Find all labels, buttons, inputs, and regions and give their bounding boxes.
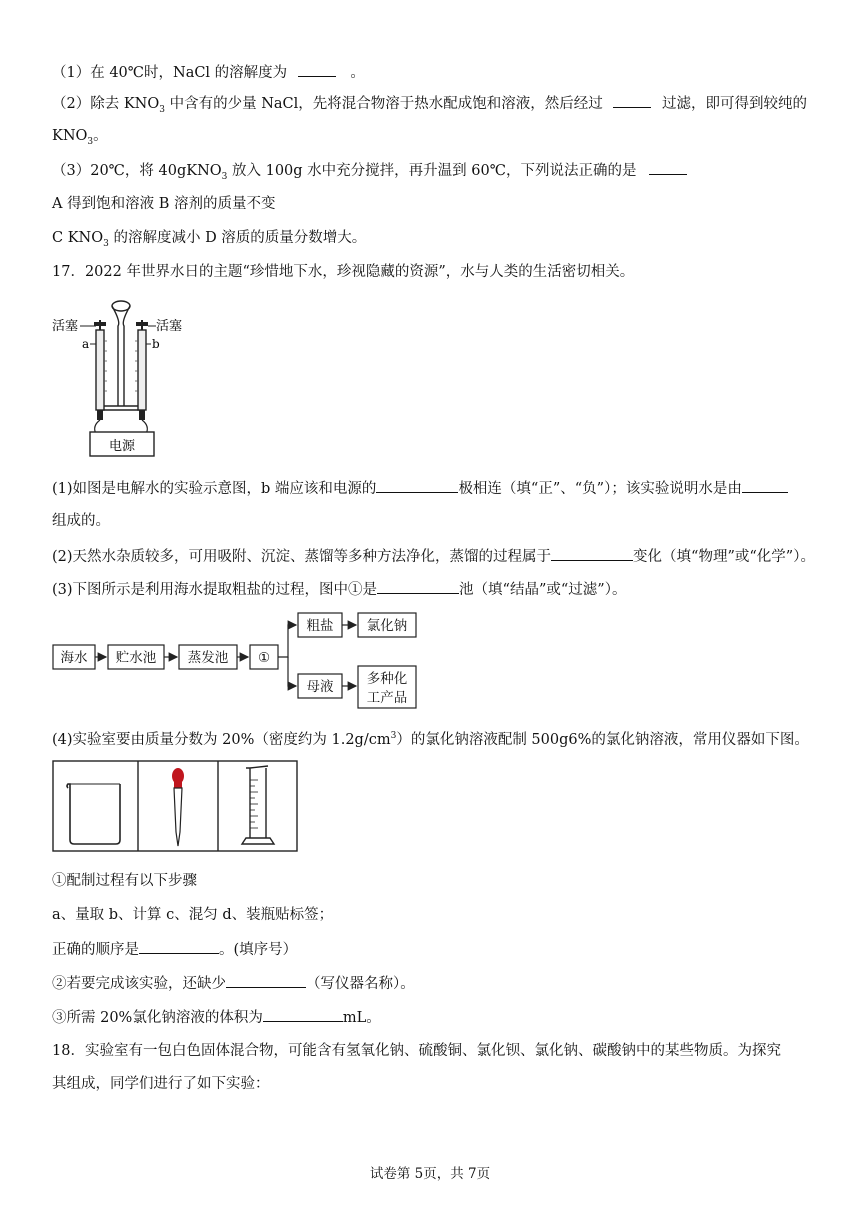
page-footer: 试卷第 5页，共 7页 xyxy=(369,1166,491,1182)
funnel-top xyxy=(112,301,130,311)
q16-part2-cont: $KNO_3$。 xyxy=(52,128,108,147)
valve-left-label: 活塞 xyxy=(52,319,79,334)
q17-step-list: a、量取 b、计算 c、混匀 d、装瓶贴标签； xyxy=(52,907,334,923)
q17-stem: 17．2022 年世界水日的主题“珍惜地下水，珍视隐藏的资源”，水与人类的生活密切相关。 xyxy=(52,264,635,280)
flow-products-line1: 多种化 xyxy=(366,671,408,687)
answer-blank[interactable] xyxy=(263,1007,343,1022)
valve-right-label: 活塞 xyxy=(156,319,183,334)
tube-a-label: a xyxy=(82,337,90,351)
flow-seawater: 海水 xyxy=(60,650,88,666)
electrode-b xyxy=(139,410,145,420)
answer-blank[interactable] xyxy=(551,546,633,561)
q16-options-cd: C $KNO_3$ 的溶解度减小 D 溶质的质量分数增大。 xyxy=(52,230,367,249)
flow-mother-liquor: 母液 xyxy=(306,679,334,695)
q17-sub4: (4)实验室要由质量分数为 20%（密度约为 $1.2g/cm^3$）的氯化钠溶液配制 500g6%的氯化钠溶液，常用仪器如下图。 xyxy=(52,731,809,748)
q17-volume: ③所需 20%氯化钠溶液的体积为 mL。 xyxy=(52,1007,381,1028)
answer-blank[interactable] xyxy=(226,973,306,988)
q18-stem-line1: 18．实验室有一包白色固体混合物，可能含有氢氧化钠、硫酸铜、氯化钡、氯化钠、碳酸钠中的某些物质。为探究 xyxy=(52,1043,781,1059)
answer-blank[interactable] xyxy=(613,93,651,108)
answer-blank[interactable] xyxy=(649,160,687,175)
funnel-neck xyxy=(112,306,130,406)
tube-b xyxy=(138,330,146,410)
q16-part3: （3）20℃，将 40gKNO$_3$ 放入 100g 水中充分搅拌，再升温到 60℃，下列说法正确的是 xyxy=(52,160,687,187)
flow-nacl: 氯化钠 xyxy=(366,618,408,634)
q16-options-ab: A 得到饱和溶液 B 溶剂的质量不变 xyxy=(52,196,276,212)
flow-products-line2: 工产品 xyxy=(366,690,408,706)
valve-right xyxy=(136,322,148,326)
answer-blank[interactable] xyxy=(377,579,459,594)
tube-b-label: b xyxy=(152,337,160,351)
flow-evaporation: 蒸发池 xyxy=(187,650,229,666)
q17-missing-instrument: ②若要完成该实验，还缺少 （写仪器名称）。 xyxy=(52,973,415,994)
q17-sub3: (3)下图所示是利用海水提取粗盐的过程，图中①是 池（填“结晶”或“过滤”）。 xyxy=(52,579,626,600)
q17-step-order: 正确的顺序是 。(填序号） xyxy=(52,939,297,960)
answer-blank[interactable] xyxy=(139,939,219,954)
salt-flow-chart xyxy=(52,608,432,712)
q16-part2: （2）除去 $KNO_3$ 中含有的少量 NaCl，先将混合物溶于热水配成饱和溶液，然后经过 过滤，即可得到较纯的 xyxy=(52,93,807,120)
q18-stem-line2: 其组成，同学们进行了如下实验： xyxy=(52,1076,270,1092)
power-label: 电源 xyxy=(108,439,136,454)
q17-sub1-cont: 组成的。 xyxy=(52,513,110,529)
electrode-a xyxy=(97,410,103,420)
electrolysis-diagram xyxy=(52,296,202,462)
q17-step-intro: ①配制过程有以下步骤 xyxy=(52,873,197,889)
q16-part1: （1）在 40℃时，NaCl 的溶解度为 。 xyxy=(52,62,365,83)
answer-blank[interactable] xyxy=(376,478,458,493)
connecting-tube xyxy=(100,406,142,410)
flow-step1: ① xyxy=(257,650,271,666)
valve-left xyxy=(94,322,106,326)
instruments-figure xyxy=(52,760,300,854)
tube-a xyxy=(96,330,104,410)
q17-sub1: (1)如图是电解水的实验示意图，b 端应该和电源的 极相连（填“正”、“负”）；该实验说明水是由 xyxy=(52,478,788,499)
q17-sub2: (2)天然水杂质较多，可用吸附、沉淀、蒸馏等多种方法净化，蒸馏的过程属于 变化（填“物理”或“化学”）。 xyxy=(52,546,815,567)
answer-blank[interactable] xyxy=(742,478,788,493)
flow-crude-salt: 粗盐 xyxy=(306,618,334,634)
flow-storage: 贮水池 xyxy=(115,650,157,666)
answer-blank[interactable] xyxy=(298,62,336,77)
